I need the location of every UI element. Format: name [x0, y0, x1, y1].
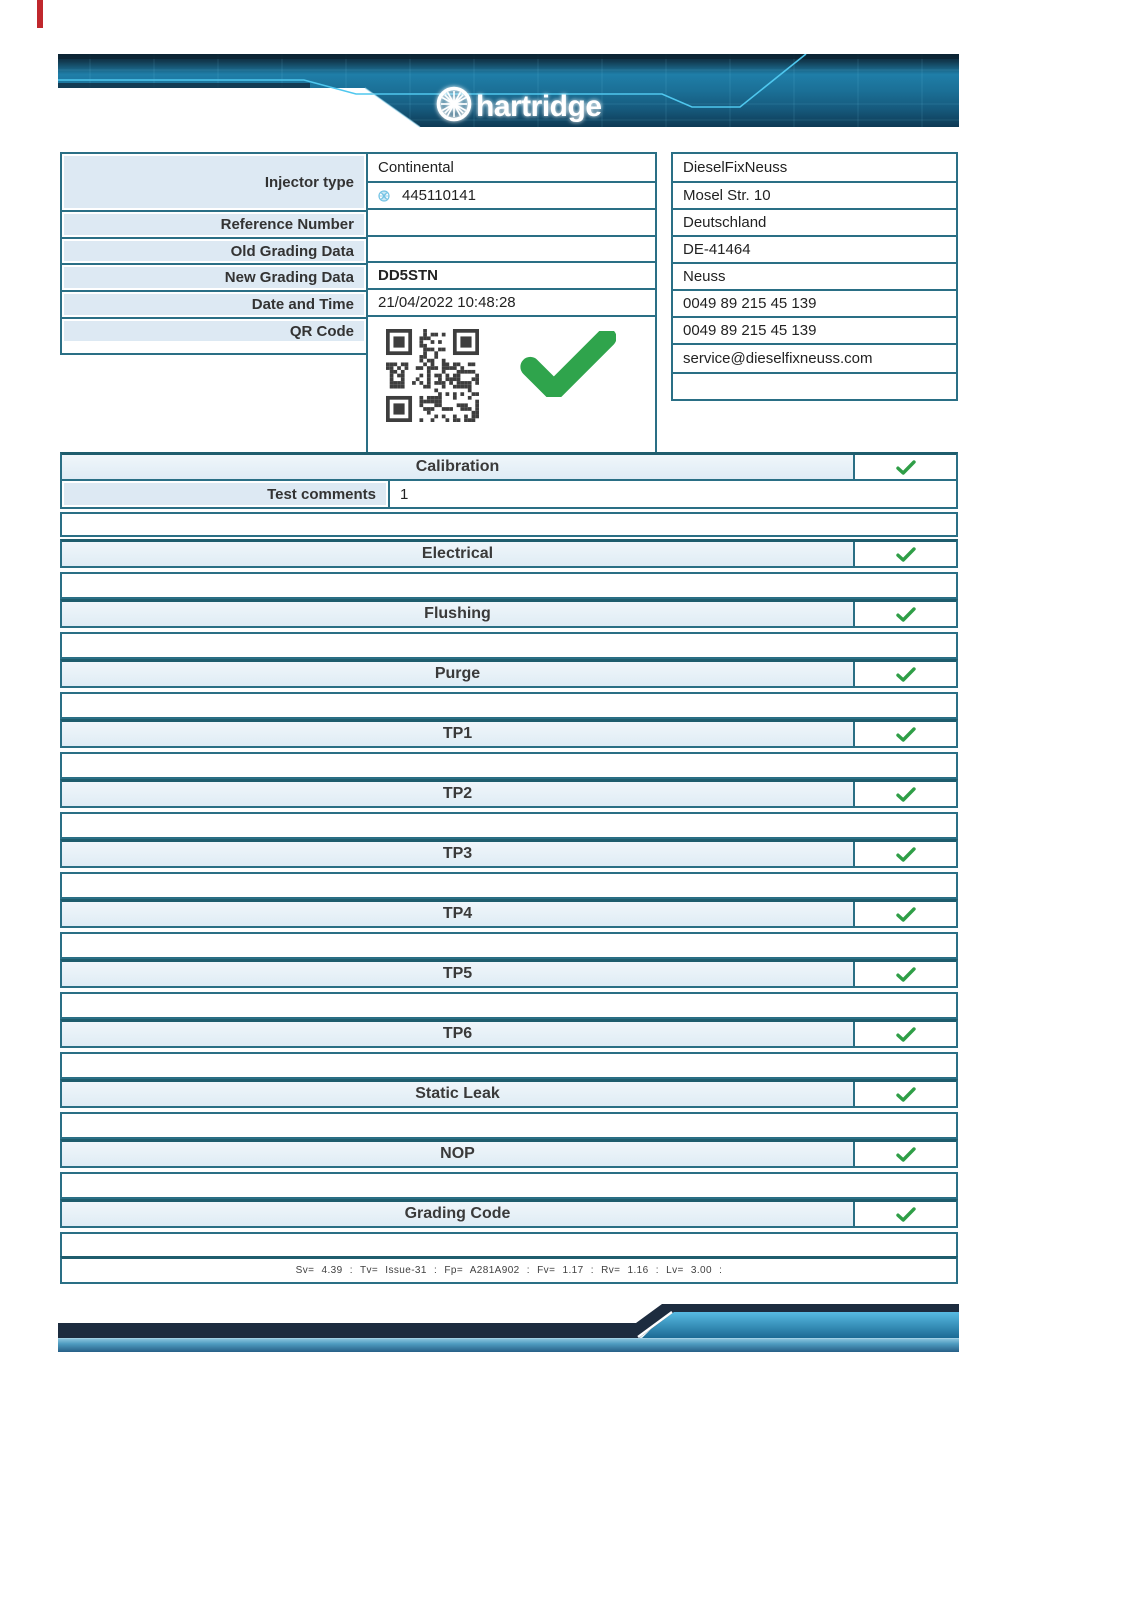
test-comments-row	[60, 479, 958, 509]
workshop-email: service@dieselfixneuss.com	[673, 343, 956, 372]
section-check-cell	[853, 542, 956, 566]
check-icon	[896, 847, 916, 862]
part-number-row	[368, 181, 655, 208]
banner-top-edge	[58, 54, 959, 59]
check-icon	[896, 1027, 916, 1042]
bottom-banner-graphic	[58, 1296, 959, 1356]
section-row-electrical	[60, 539, 958, 568]
spacer-row	[60, 1172, 958, 1199]
section-title: Static Leak	[415, 1085, 500, 1102]
qr-code-cell	[368, 315, 655, 440]
new-grading-label: New Grading Data	[62, 263, 366, 290]
date-time-value: 21/04/2022 10:48:28	[368, 288, 655, 315]
section-title: Electrical	[421, 545, 494, 562]
spacer-row	[60, 872, 958, 899]
section-check-cell	[853, 722, 956, 746]
check-icon	[896, 547, 916, 562]
section-check-cell	[853, 602, 956, 626]
section-row-tp5	[60, 959, 958, 988]
section-title: TP5	[442, 965, 473, 982]
reference-number-label: Reference Number	[62, 210, 366, 237]
injector-value-column	[366, 152, 657, 454]
section-check-cell	[853, 902, 956, 926]
spacer-row	[60, 572, 958, 599]
check-icon	[896, 607, 916, 622]
part-number-value: 445110141	[402, 187, 476, 204]
spacer-row	[60, 932, 958, 959]
spacer-row	[60, 812, 958, 839]
section-title: TP1	[442, 725, 473, 742]
section-title: Flushing	[424, 605, 491, 622]
workshop-phone-2: 0049 89 215 45 139	[673, 316, 956, 343]
spacer-row	[60, 1112, 958, 1139]
spacer-row	[60, 1052, 958, 1079]
pass-check-large-icon	[520, 331, 616, 397]
section-check-cell	[853, 455, 956, 479]
qr-code	[386, 329, 479, 422]
section-row-tp2	[60, 779, 958, 808]
workshop-phone-1: 0049 89 215 45 139	[673, 289, 956, 316]
check-icon	[896, 1087, 916, 1102]
section-title: Calibration	[415, 458, 500, 475]
section-check-cell	[853, 1202, 956, 1226]
section-row-purge	[60, 659, 958, 688]
spacer-row	[60, 692, 958, 719]
footer-version-text: Sv= 4.39 : Tv= Issue-31 : Fp= A281A902 : Fv= 1.17 : Rv= 1.16 : Lv= 3.00 :	[295, 1265, 723, 1276]
section-title: TP2	[442, 785, 473, 802]
injector-make-value: Continental	[368, 154, 655, 181]
spacer-row	[60, 512, 958, 537]
spacer-row	[60, 632, 958, 659]
section-check-cell	[853, 1142, 956, 1166]
old-grading-value	[368, 235, 655, 261]
section-row-static-leak	[60, 1079, 958, 1108]
section-row-tp6	[60, 1019, 958, 1048]
check-icon	[896, 727, 916, 742]
section-check-cell	[853, 662, 956, 686]
spacer-row	[60, 992, 958, 1019]
workshop-street: Mosel Str. 10	[673, 181, 956, 208]
spacer-row	[60, 1232, 958, 1258]
section-check-cell	[853, 1082, 956, 1106]
check-icon	[896, 787, 916, 802]
injector-label-column	[60, 152, 368, 355]
bottom-banner	[58, 1296, 959, 1356]
section-title: TP4	[442, 905, 473, 922]
old-grading-label: Old Grading Data	[62, 237, 366, 263]
part-number-wheel-icon	[378, 190, 390, 202]
workshop-city: Neuss	[673, 262, 956, 289]
spacer-row	[60, 752, 958, 779]
test-comments-value: 1	[400, 485, 409, 503]
section-check-cell	[853, 842, 956, 866]
workshop-name: DieselFixNeuss	[673, 154, 956, 181]
top-banner	[58, 54, 959, 130]
check-icon	[896, 1147, 916, 1162]
banner-strip-edge	[58, 83, 310, 88]
section-title: TP3	[442, 845, 473, 862]
section-title: Purge	[434, 665, 481, 682]
section-title: TP6	[442, 1025, 473, 1042]
footer-version-row	[60, 1256, 958, 1284]
new-grading-value: DD5STN	[368, 261, 655, 288]
section-check-cell	[853, 962, 956, 986]
check-icon	[896, 1207, 916, 1222]
workshop-country: Deutschland	[673, 208, 956, 235]
injector-type-label: Injector type	[62, 154, 366, 210]
brand-text: hartridge	[476, 90, 602, 123]
check-icon	[896, 667, 916, 682]
workshop-address-column	[671, 152, 958, 401]
check-icon	[896, 967, 916, 982]
bottom-strip	[58, 1337, 959, 1352]
qr-code-label: QR Code	[62, 317, 366, 343]
bottom-blue-wedge	[642, 1310, 959, 1338]
workshop-empty-row	[673, 372, 956, 383]
top-banner-graphic	[58, 54, 959, 130]
check-icon	[896, 460, 916, 475]
section-title: NOP	[440, 1145, 475, 1162]
wheel-logo-icon	[439, 89, 470, 120]
page-corner-mark	[37, 0, 43, 28]
test-comments-label: Test comments	[62, 481, 390, 507]
section-row-tp4	[60, 899, 958, 928]
section-row-grading-code	[60, 1199, 958, 1228]
section-row-tp3	[60, 839, 958, 868]
section-row-nop	[60, 1139, 958, 1168]
section-row-tp1	[60, 719, 958, 748]
workshop-postal-code: DE-41464	[673, 235, 956, 262]
check-icon	[896, 907, 916, 922]
date-time-label: Date and Time	[62, 290, 366, 317]
section-row-flushing	[60, 599, 958, 628]
section-title: Grading Code	[404, 1205, 511, 1222]
section-check-cell	[853, 782, 956, 806]
reference-number-value	[368, 208, 655, 235]
section-check-cell	[853, 1022, 956, 1046]
section-row-calibration	[60, 452, 958, 481]
